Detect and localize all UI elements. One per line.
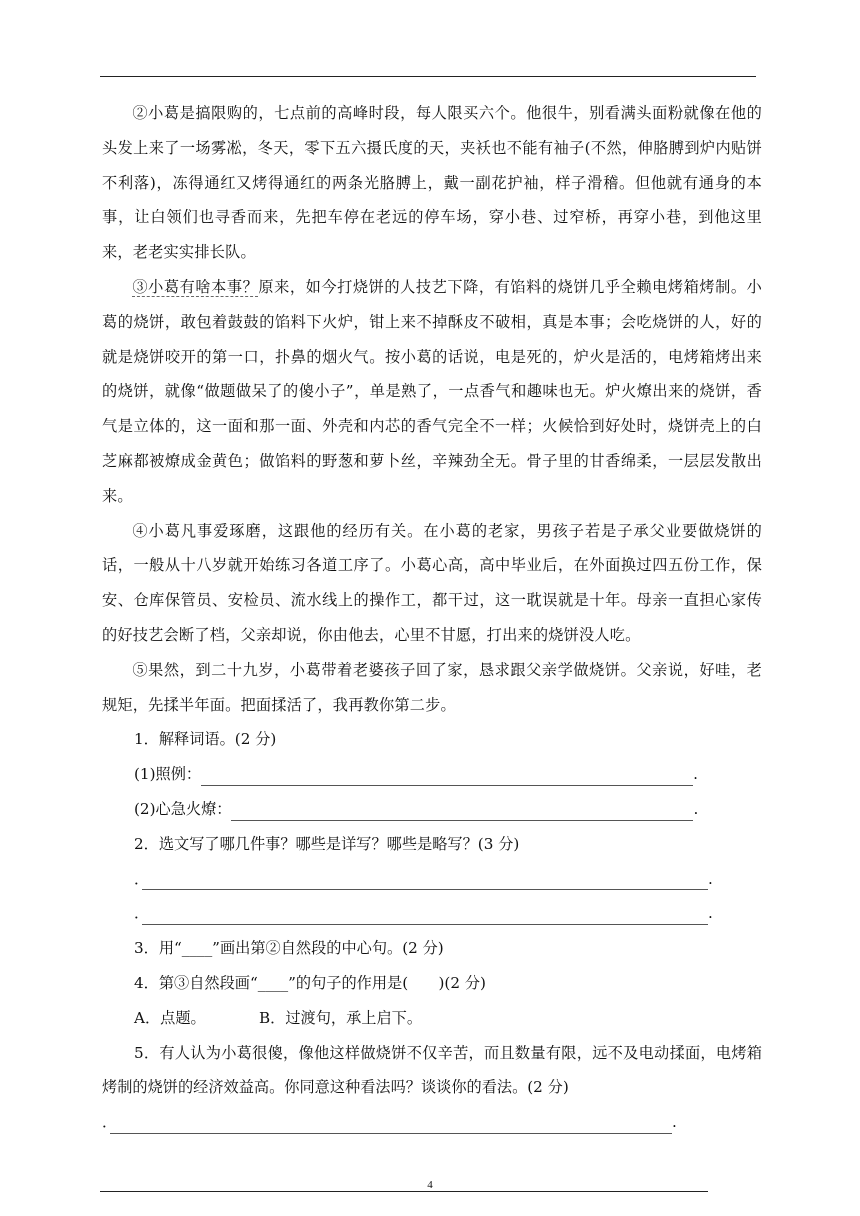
option-b[interactable]: B．过渡句，承上启下。 bbox=[259, 1008, 423, 1027]
paragraph-2: ②小葛是搞限购的，七点前的高峰时段，每人限买六个。他很牛，别看满头面粉就像在他的头发上来了一场雾凇，冬天，零下五六摄氏度的天，夹袄也不能有袖子(不然，伸胳膊到炉内贴饼不利落)，冻得通红又烤得通红的两条光胳膊上，戴一副花护袖，样子滑稽。但他就有通身的本事，让白领们也寻香而来，先把车停在老远的停车场，穿小巷、过窄桥，再穿小巷，到他这里来，老老实实排长队。 bbox=[102, 104, 762, 262]
paragraph-3-text: 原来，如今打烧饼的人技艺下降，有馅料的烧饼几乎全赖电烤箱烤制。小葛的烧饼，敢包着鼓鼓的馅料下火炉，钳上来不掉酥皮不破相，真是本事；会吃烧饼的人，好的就是烧饼咬开的第一口，扑鼻的烟火气。按小葛的话说，电是死的，炉火是活的，电烤箱烤出来的烧饼，就像“做题做呆了的傻小子”，单是熟了，一点香气和趣味也无。炉火燎出来的烧饼，香气是立体的，这一面和那一面、外壳和内芯的香气完全不一样；火候恰到好处时，烧饼壳上的白芝麻都被燎成金黄色；做馅料的野葱和萝卜丝，辛辣劲全无。骨子里的甘香绵柔，一层层发散出来。 bbox=[102, 277, 762, 505]
question-1a-row bbox=[102, 757, 762, 792]
question-1: 1．解释词语。(2 分) bbox=[134, 730, 277, 749]
line-dot: ． bbox=[102, 1113, 118, 1132]
end-period: . bbox=[693, 765, 698, 784]
answer-blank-2b[interactable] bbox=[142, 902, 708, 925]
answer-blank-2a[interactable] bbox=[142, 867, 708, 890]
answer-line-2b-row bbox=[102, 896, 762, 931]
question-4-options bbox=[102, 1001, 762, 1036]
end-period: . bbox=[708, 869, 713, 888]
paragraph-5: ⑤果然，到二十九岁，小葛带着老婆孩子回了家，恳求跟父亲学做烧饼。父亲说，好哇，老规矩，先揉半年面。把面揉活了，我再教你第二步。 bbox=[102, 660, 762, 714]
underlined-question-sentence: ③小葛有啥本事？ bbox=[132, 277, 259, 296]
header-rule bbox=[100, 76, 756, 77]
paragraph-4: ④小葛凡事爱琢磨，这跟他的经历有关。在小葛的老家，男孩子若是子承父业要做烧饼的话，一般从十八岁就开始练习各道工序了。小葛心高，高中毕业后，在外面换过四五份工作，保安、仓库保管员、安检员、流水线上的操作工，都干过，这一耽误就是十年。母亲一直担心家传的好技艺会断了档，父亲却说，你由他去，心里不甘愿，打出来的烧饼没人吃。 bbox=[102, 521, 762, 644]
answer-line-5-row bbox=[102, 1105, 762, 1140]
page-number: 4 bbox=[427, 1179, 433, 1191]
line-dot: ． bbox=[134, 904, 150, 923]
paragraph-3 bbox=[102, 270, 762, 514]
document-body bbox=[102, 96, 762, 1140]
footer-rule bbox=[100, 1191, 708, 1192]
end-period: . bbox=[693, 799, 699, 818]
end-period: . bbox=[672, 1113, 677, 1132]
answer-blank-1a[interactable] bbox=[201, 763, 693, 786]
question-5: 5．有人认为小葛很傻，像他这样做烧饼不仅辛苦，而且数量有限，远不及电动揉面，电烤箱烤制的烧饼的经济效益高。你同意这种看法吗？谈谈你的看法。(2 分) bbox=[102, 1043, 762, 1097]
answer-blank-5[interactable] bbox=[110, 1111, 672, 1134]
option-a[interactable]: A．点题。 bbox=[134, 1008, 206, 1027]
answer-line-2a-row bbox=[102, 862, 762, 897]
question-3: 3．用“____”画出第②自然段的中心句。(2 分) bbox=[134, 939, 444, 958]
end-period: . bbox=[708, 904, 713, 923]
answer-blank-1b[interactable] bbox=[231, 798, 693, 821]
question-4: 4．第③自然段画“____”的句子的作用是( )(2 分) bbox=[134, 973, 486, 992]
question-2: 2．选文写了哪几件事？哪些是详写？哪些是略写？(3 分) bbox=[134, 834, 520, 853]
question-1b-row bbox=[102, 792, 762, 827]
line-dot: ． bbox=[134, 869, 150, 888]
question-1a-label: (1)照例： bbox=[134, 765, 202, 784]
question-1b-label: (2)心急火燎： bbox=[134, 799, 232, 818]
